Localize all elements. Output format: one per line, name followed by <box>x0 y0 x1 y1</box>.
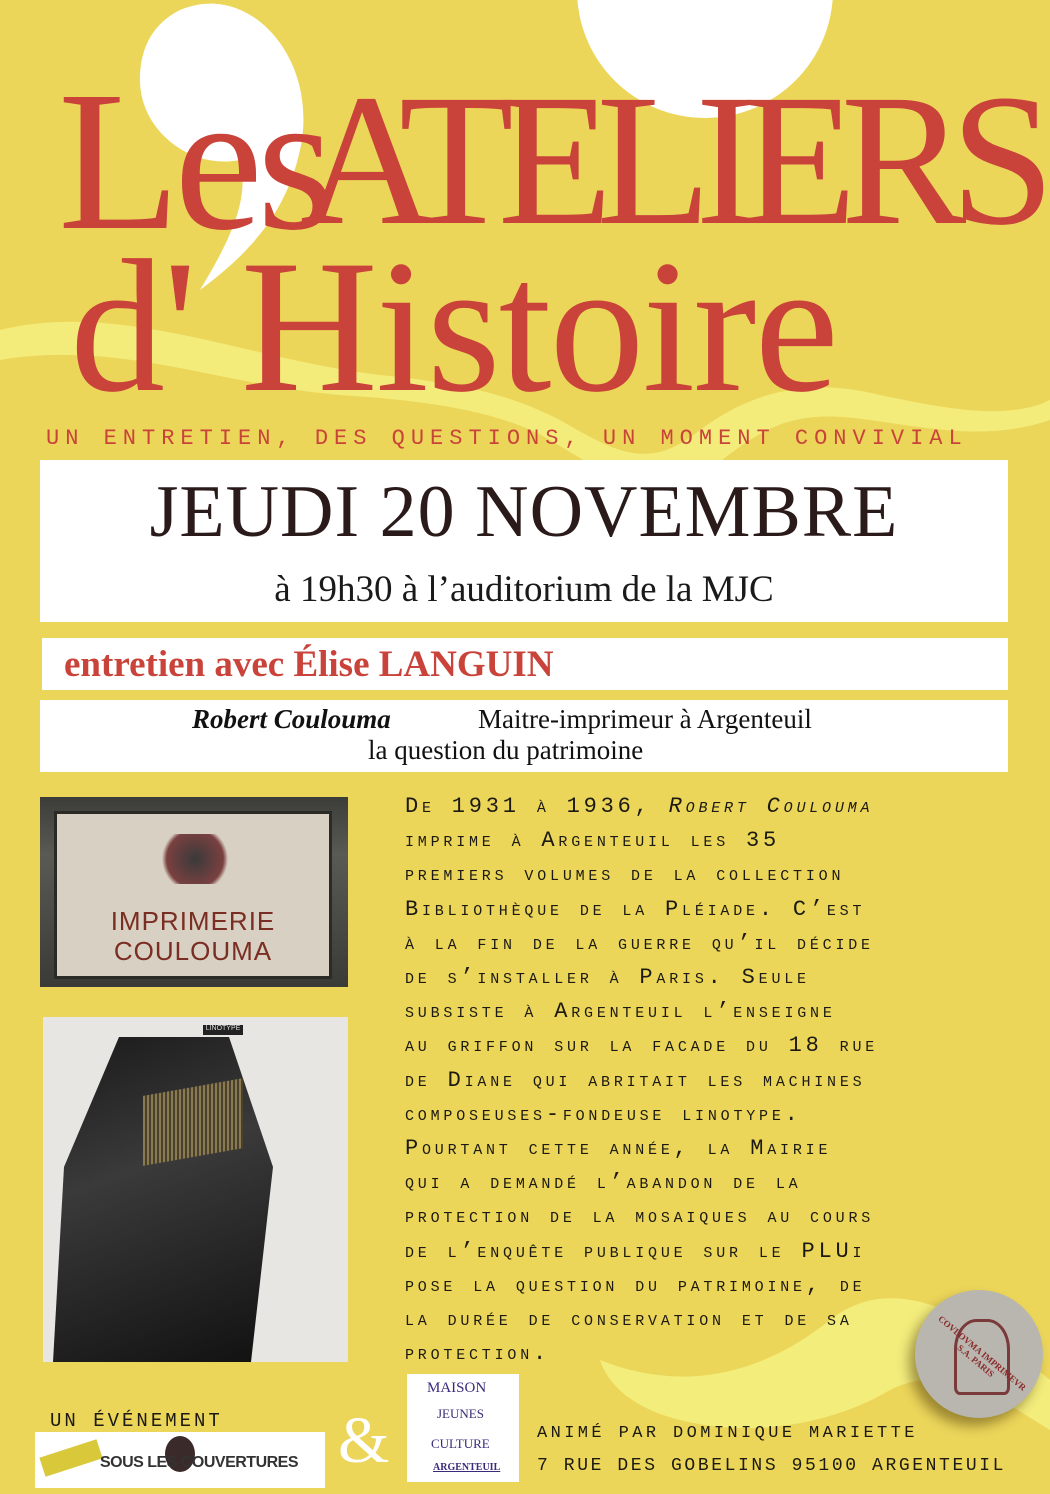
body-line <box>405 790 878 824</box>
seal-text: COVLOVMA IMPRIMEVR S.A. PARIS <box>936 1313 1029 1393</box>
body-text <box>405 790 878 1371</box>
guest-box <box>42 638 1008 690</box>
event-time-place: à 19h30 à l’auditorium de la MJC <box>274 569 774 610</box>
guest-heading: entretien avec Élise LANGUIN <box>64 644 554 685</box>
body-line: Pourtant cette année, la Mairie <box>405 1136 832 1162</box>
logo1-text: SOUS LES COUVERTURES <box>99 1454 299 1471</box>
subject-box <box>40 700 1008 772</box>
body-line: protection. <box>405 1341 551 1367</box>
griffon-emblem <box>155 834 235 884</box>
title-les: Les <box>58 51 329 272</box>
mosaic-text-2: COULOUMA <box>113 936 273 966</box>
body-line: pose la question du patrimoine, de <box>405 1272 866 1298</box>
tagline: UN ENTRETIEN, DES QUESTIONS, UN MOMENT CONVIVIAL <box>46 426 968 451</box>
body-line: au griffon sur la facade du 18 rue <box>405 1033 879 1059</box>
mjc-logo <box>407 1374 519 1482</box>
mosaic-text-1: IMPRIMERIE <box>110 906 276 936</box>
body-line: qui a demandé l’abandon de la <box>405 1170 802 1196</box>
linotype-photo <box>43 1017 348 1362</box>
mosaic-panel <box>54 811 332 979</box>
mjc-logo-argenteuil: ARGENTEUIL <box>433 1462 501 1473</box>
body-line: protection de la mosaiques au cours <box>405 1204 875 1230</box>
event-date: JEUDI 20 NOVEMBRE <box>149 471 899 553</box>
event-label: UN ÉVÉNEMENT <box>50 1410 223 1432</box>
coulouma-seal <box>915 1290 1043 1418</box>
host-text: ANIMÉ PAR DOMINIQUE MARIETTE <box>537 1424 918 1443</box>
body-line: de s’installer à Paris. Seule <box>405 965 810 991</box>
body-line-italic-name: Robert Coulouma <box>668 794 874 819</box>
subject-name: Robert Coulouma <box>192 704 391 734</box>
body-line: à la fin de la guerre qu’il décide <box>405 930 874 956</box>
body-line: la durée de conservation et de sa <box>405 1307 853 1333</box>
subject-role: Maitre-imprimeur à Argenteuil <box>478 704 812 734</box>
linotype-label: LINOTYPE <box>203 1025 243 1035</box>
body-line: de l’enquête publique sur le PLUi <box>405 1238 866 1264</box>
ampersand: & <box>338 1404 390 1477</box>
title-histoire: d' Histoire <box>70 222 837 432</box>
sous-les-couvertures-logo <box>35 1432 325 1488</box>
body-line: de Diane qui abritait les machines <box>405 1067 866 1093</box>
body-line-prefix: De 1931 à 1936, <box>405 794 669 819</box>
subject-theme: la question du patrimoine <box>368 735 644 765</box>
title-ateliers: ATELIERS <box>300 55 1039 264</box>
body-line: premiers volumes de la collection <box>405 862 845 888</box>
mosaic-photo <box>40 797 348 987</box>
address-text: 7 RUE DES GOBELINS 95100 ARGENTEUIL <box>537 1456 1007 1476</box>
body-line: imprime à Argenteuil les 35 <box>405 828 781 854</box>
mjc-logo-maison: MAISON <box>427 1380 487 1396</box>
mjc-logo-jeunes: JEUNES <box>437 1406 484 1421</box>
body-line: composeuses-fondeuse linotype. <box>405 1101 802 1127</box>
mjc-logo-culture: CULTURE <box>431 1436 490 1451</box>
date-box <box>40 460 1008 622</box>
body-line: Bibliothèque de la Pléiade. C’est <box>405 896 866 922</box>
body-line: subsiste à Argenteuil l’enseigne <box>405 999 836 1025</box>
